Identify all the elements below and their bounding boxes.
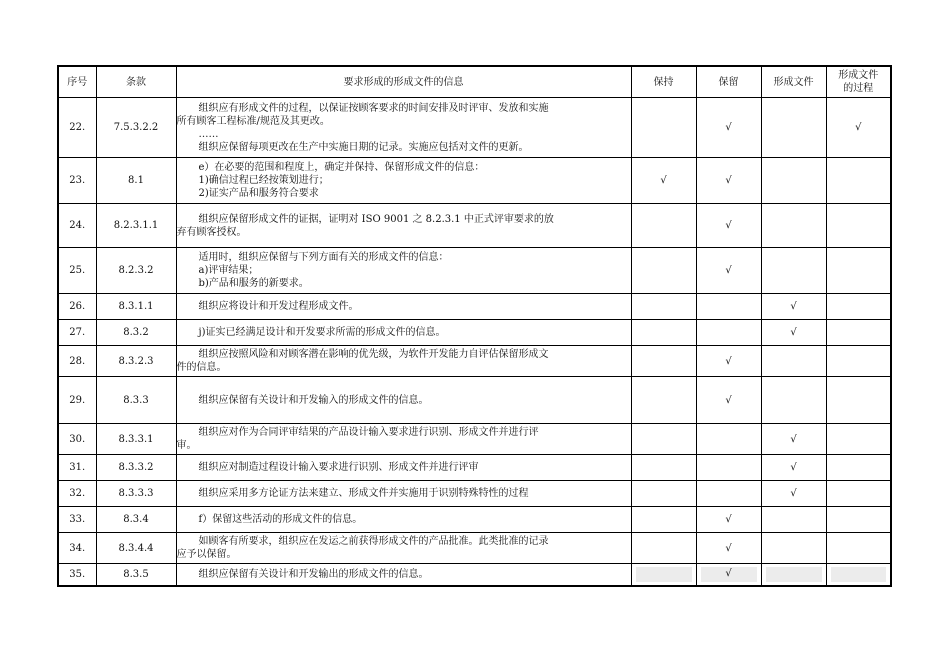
table-row [58, 455, 891, 481]
requirement-line: 组织应采用多方论证方法来建立、形成文件并实施用于识别特殊特性的过程 [198, 488, 529, 499]
cell-shade [636, 567, 692, 582]
requirement-text [176, 248, 631, 294]
clause-number: 8.3.1.1 [96, 294, 176, 320]
requirement-text [176, 455, 631, 481]
clause-number: 8.3.3.1 [96, 424, 176, 455]
clause-number: 8.1 [96, 158, 176, 204]
requirement-text [176, 294, 631, 320]
mark-retain [696, 564, 761, 586]
requirement-line: 组织应保留每项更改在生产中实施日期的记录。实施应包括对文件的更新。 [198, 141, 529, 153]
mark-form-doc [761, 204, 826, 248]
mark-keep [631, 346, 696, 377]
check-mark-icon: √ [790, 462, 797, 473]
mark-form-doc [761, 294, 826, 320]
row-number: 35. [58, 564, 96, 586]
mark-form-process [826, 248, 891, 294]
documented-information-table [57, 65, 892, 587]
mark-keep [631, 248, 696, 294]
clause-number: 8.2.3.1.1 [96, 204, 176, 248]
mark-retain [696, 424, 761, 455]
requirement-line: 2)证实产品和服务符合要求 [198, 188, 319, 199]
requirement-text [176, 507, 631, 533]
mark-form-process [826, 377, 891, 424]
requirement-line: 如顾客有所要求，组织应在发运之前获得形成文件的产品批准。此类批准的记录 [198, 536, 549, 547]
mark-form-process [826, 204, 891, 248]
mark-form-doc [761, 481, 826, 507]
mark-retain [696, 377, 761, 424]
table-row [58, 377, 891, 424]
header-no: 序号 [58, 66, 96, 98]
mark-form-doc [761, 507, 826, 533]
requirement-text [176, 320, 631, 346]
mark-keep [631, 377, 696, 424]
check-mark-icon: √ [725, 514, 732, 525]
mark-form-doc [761, 424, 826, 455]
table-row [58, 346, 891, 377]
table-row [58, 204, 891, 248]
mark-form-doc [761, 158, 826, 204]
mark-retain [696, 294, 761, 320]
requirement-line: 组织应对制造过程设计输入要求进行识别、形成文件并进行评审 [198, 462, 479, 473]
row-number: 28. [58, 346, 96, 377]
mark-form-process [826, 481, 891, 507]
table-row [58, 424, 891, 455]
row-number: 29. [58, 377, 96, 424]
check-mark-icon: √ [725, 355, 732, 367]
mark-form-doc [761, 533, 826, 564]
requirement-line: 所有顾客工程标准/规范及其更改。 [176, 115, 330, 127]
requirement-text [176, 564, 631, 586]
requirement-text [176, 533, 631, 564]
mark-form-process [826, 455, 891, 481]
requirement-line: 组织应保留有关设计和开发输入的形成文件的信息。 [198, 394, 429, 406]
check-mark-icon: √ [725, 122, 732, 133]
mark-form-doc [761, 377, 826, 424]
header-form-doc: 形成文件 [761, 66, 826, 98]
check-mark-icon: √ [790, 301, 797, 312]
mark-form-process [826, 294, 891, 320]
mark-retain [696, 204, 761, 248]
table-row [58, 507, 891, 533]
row-number: 24. [58, 204, 96, 248]
mark-form-process [826, 346, 891, 377]
check-mark-icon: √ [725, 175, 732, 186]
check-mark-icon: √ [790, 327, 797, 338]
row-number: 22. [58, 98, 96, 158]
table-row [58, 248, 891, 294]
header-form-process-line2: 的过程 [843, 83, 874, 94]
requirement-line: 组织应对作为合同评审结果的产品设计输入要求进行识别、形成文件并进行评 [198, 427, 539, 438]
row-number: 27. [58, 320, 96, 346]
mark-form-process [826, 533, 891, 564]
requirement-line: 弃有顾客授权。 [176, 226, 247, 238]
header-info: 要求形成的形成文件的信息 [176, 66, 631, 98]
mark-retain [696, 248, 761, 294]
requirement-line: 组织应将设计和开发过程形成文件。 [198, 301, 359, 312]
cell-shade [831, 567, 887, 582]
requirement-line: a)评审结果； [198, 265, 259, 276]
clause-number: 8.3.4.4 [96, 533, 176, 564]
row-number: 34. [58, 533, 96, 564]
requirement-line: …… [198, 128, 219, 140]
row-number: 30. [58, 424, 96, 455]
mark-keep [631, 320, 696, 346]
check-mark-icon: √ [790, 488, 797, 499]
requirement-text [176, 346, 631, 377]
cell-shade: √ [701, 567, 757, 582]
mark-retain [696, 158, 761, 204]
requirement-text [176, 204, 631, 248]
row-number: 26. [58, 294, 96, 320]
requirement-text [176, 481, 631, 507]
mark-form-process [826, 564, 891, 586]
row-number: 31. [58, 455, 96, 481]
mark-form-doc [761, 98, 826, 158]
requirement-line: b)产品和服务的新要求。 [198, 278, 309, 289]
mark-keep [631, 294, 696, 320]
requirement-line: 应予以保留。 [176, 549, 237, 560]
requirement-line: 件的信息。 [176, 362, 227, 373]
table-row [58, 320, 891, 346]
requirement-text [176, 158, 631, 204]
row-number: 23. [58, 158, 96, 204]
requirement-line: 组织应保留形成文件的证据，证明对 ISO 9001 之 8.2.3.1 中正式评审要求的放 [198, 213, 554, 225]
clause-number: 8.3.5 [96, 564, 176, 586]
mark-form-process [826, 424, 891, 455]
mark-retain [696, 346, 761, 377]
mark-form-process [826, 98, 891, 158]
requirement-line: 组织应保留有关设计和开发输出的形成文件的信息。 [198, 568, 429, 580]
mark-keep [631, 481, 696, 507]
header-retain: 保留 [696, 66, 761, 98]
mark-form-process [826, 507, 891, 533]
table-row [58, 533, 891, 564]
check-mark-icon: √ [725, 265, 732, 276]
row-number: 32. [58, 481, 96, 507]
requirement-line: j)证实已经满足设计和开发要求所需的形成文件的信息。 [198, 327, 446, 338]
header-form-process [826, 66, 891, 98]
mark-retain [696, 455, 761, 481]
mark-retain [696, 507, 761, 533]
mark-retain [696, 481, 761, 507]
requirement-line: 1)确信过程已经按策划进行； [198, 175, 329, 186]
mark-keep [631, 424, 696, 455]
mark-form-process [826, 320, 891, 346]
requirement-text [176, 98, 631, 158]
header-row [58, 66, 891, 98]
mark-form-process [826, 158, 891, 204]
mark-form-doc [761, 320, 826, 346]
requirement-text [176, 377, 631, 424]
cell-shade [766, 567, 822, 582]
clause-number: 8.2.3.2 [96, 248, 176, 294]
mark-keep [631, 98, 696, 158]
mark-keep [631, 158, 696, 204]
mark-retain [696, 98, 761, 158]
mark-keep [631, 204, 696, 248]
clause-number: 8.3.4 [96, 507, 176, 533]
mark-keep [631, 533, 696, 564]
requirement-line: 审。 [176, 440, 197, 451]
clause-number: 7.5.3.2.2 [96, 98, 176, 158]
mark-keep [631, 564, 696, 586]
mark-keep [631, 507, 696, 533]
clause-number: 8.3.2 [96, 320, 176, 346]
mark-retain [696, 533, 761, 564]
clause-number: 8.3.3 [96, 377, 176, 424]
check-mark-icon: √ [725, 542, 732, 554]
mark-form-doc [761, 564, 826, 586]
requirement-text [176, 424, 631, 455]
mark-form-doc [761, 248, 826, 294]
requirement-line: e）在必要的范围和程度上，确定并保持、保留形成文件的信息： [198, 162, 485, 173]
header-clause: 条款 [96, 66, 176, 98]
mark-form-doc [761, 455, 826, 481]
table-row [58, 564, 891, 586]
requirement-line: 适用时，组织应保留与下列方面有关的形成文件的信息： [198, 252, 449, 263]
header-keep: 保持 [631, 66, 696, 98]
mark-retain [696, 320, 761, 346]
check-mark-icon: √ [725, 394, 732, 406]
table-row [58, 98, 891, 158]
requirement-line: f）保留这些活动的形成文件的信息。 [198, 514, 363, 525]
check-mark-icon: √ [725, 220, 732, 231]
check-mark-icon: √ [660, 175, 667, 186]
clause-number: 8.3.2.3 [96, 346, 176, 377]
check-mark-icon: √ [790, 433, 797, 445]
table-row [58, 481, 891, 507]
row-number: 33. [58, 507, 96, 533]
clause-number: 8.3.3.2 [96, 455, 176, 481]
header-form-process-line1: 形成文件 [838, 70, 879, 81]
mark-keep [631, 455, 696, 481]
row-number: 25. [58, 248, 96, 294]
requirement-line: 组织应按照风险和对顾客潜在影响的优先级，为软件开发能力自评估保留形成文 [198, 349, 549, 360]
table-body [58, 98, 891, 586]
table-row [58, 294, 891, 320]
mark-form-doc [761, 346, 826, 377]
clause-number: 8.3.3.3 [96, 481, 176, 507]
requirement-line: 组织应有形成文件的过程，以保证按顾客要求的时间安排及时评审、发放和实施 [198, 102, 549, 114]
table-row [58, 158, 891, 204]
check-mark-icon: √ [855, 122, 862, 133]
